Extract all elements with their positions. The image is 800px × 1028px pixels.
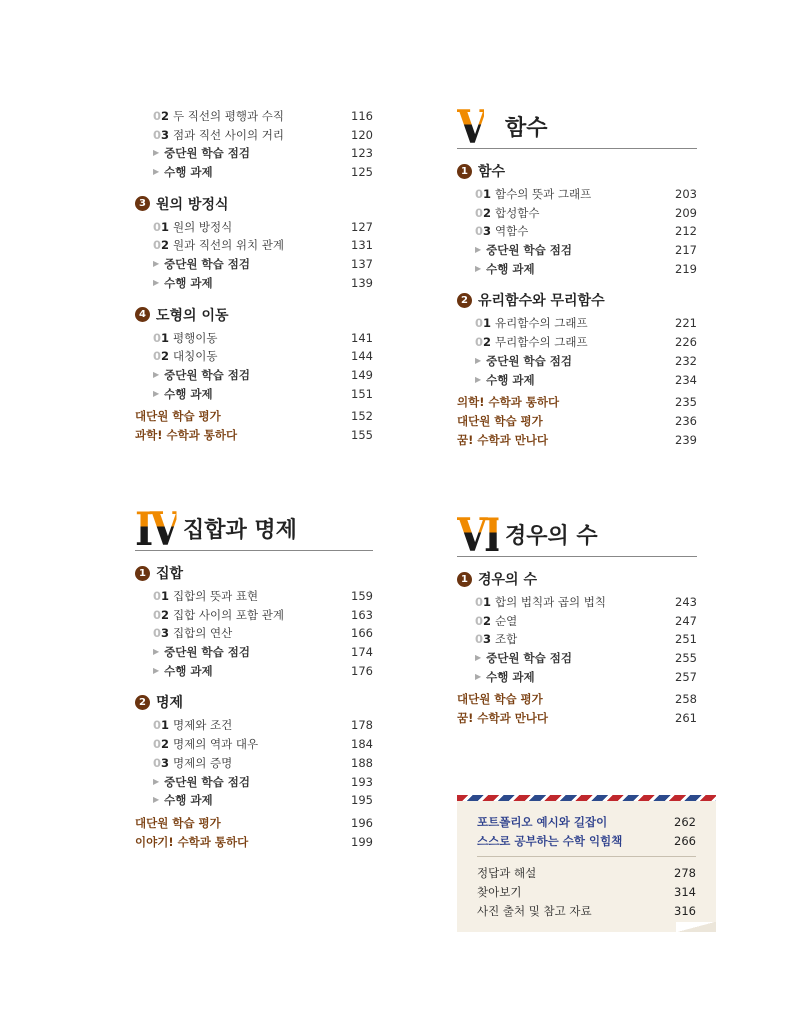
entry-label: 집합 사이의 포함 관계 (173, 607, 284, 622)
activity-entry[interactable] (135, 255, 373, 274)
entry-label-group (153, 754, 232, 773)
entry-label: 평행이동 (173, 330, 218, 345)
entry-label: 수행 과제 (486, 261, 535, 276)
lesson-number: 1 (161, 589, 170, 603)
entry-label: 정답과 해설 (477, 866, 537, 881)
entry-label: 과학! 수학과 통하다 (135, 427, 238, 442)
triangle-bullet-icon: ▶ (153, 259, 160, 269)
unit-closing-entries (135, 814, 373, 851)
activity-entry[interactable] (457, 352, 697, 371)
section-heading[interactable] (457, 569, 697, 589)
lesson-number: 2 (161, 238, 170, 253)
entry-label-group (153, 236, 284, 255)
entry-label-group (153, 735, 258, 754)
page-number: 243 (675, 595, 697, 609)
page-number: 159 (351, 589, 373, 603)
page-number: 116 (351, 109, 373, 123)
lesson-entry[interactable] (457, 185, 697, 204)
entry-label-group (153, 366, 250, 385)
triangle-bullet-icon: ▶ (475, 355, 482, 365)
appendix-entry[interactable] (477, 864, 696, 883)
entry-label: 합의 법칙과 곱의 법칙 (495, 595, 606, 609)
section-title: 유리함수와 무리함수 (478, 293, 605, 310)
lesson-entry[interactable] (457, 204, 697, 223)
triangle-bullet-icon: ▶ (475, 245, 482, 255)
entry-label: 수행 과제 (164, 386, 213, 401)
lesson-entry[interactable] (457, 222, 697, 241)
page-number: 144 (351, 349, 373, 364)
page-number: 149 (351, 367, 373, 382)
activity-entry[interactable] (135, 385, 373, 404)
unit-closing-entries (457, 690, 697, 727)
page-number: 123 (351, 146, 373, 161)
entry-label: 중단원 학습 점검 (164, 146, 250, 161)
entry-label-group (475, 668, 535, 687)
entry-label-group (153, 587, 258, 606)
closing-entry[interactable] (457, 431, 697, 450)
page-number: 212 (675, 224, 697, 239)
page-number: 131 (351, 238, 373, 253)
lesson-number: 1 (161, 718, 170, 733)
page-number: 257 (675, 669, 697, 684)
unit-numeral: V (457, 100, 484, 154)
divider (477, 856, 696, 857)
lesson-number: 1 (161, 330, 170, 345)
section-title: 원의 방정식 (156, 196, 229, 213)
lesson-number-prefix: 0 (153, 109, 162, 123)
lesson-number-prefix: 0 (153, 127, 162, 142)
lesson-number-prefix: 0 (153, 330, 162, 345)
lesson-number-prefix: 0 (153, 219, 162, 234)
lesson-entry[interactable] (135, 329, 373, 348)
entry-label: 명제와 조건 (173, 718, 233, 733)
lesson-number: 2 (483, 205, 492, 220)
entry-label: 중단원 학습 점검 (486, 353, 572, 368)
lesson-entry[interactable] (457, 593, 697, 612)
activity-entry[interactable] (135, 791, 373, 810)
entry-label: 순열 (495, 613, 518, 628)
entry-label: 수행 과제 (486, 669, 535, 684)
page-number: 232 (675, 353, 697, 368)
lesson-number: 2 (161, 109, 170, 123)
page-number: 278 (674, 866, 696, 881)
entry-label-group (153, 643, 250, 662)
entry-label-group (153, 773, 250, 792)
entry-label: 수행 과제 (486, 372, 535, 387)
entry-label: 집합의 뜻과 표현 (173, 589, 259, 603)
lesson-number-prefix: 0 (153, 349, 162, 364)
entry-label: 중단원 학습 점검 (164, 367, 250, 382)
closing-entry[interactable] (135, 814, 373, 833)
unit-6-counting (457, 508, 697, 728)
section-heading[interactable] (135, 305, 373, 325)
page-number: 127 (351, 219, 373, 234)
triangle-bullet-icon: ▶ (153, 647, 160, 657)
unit-closing-entries (457, 393, 697, 449)
section-heading[interactable] (457, 290, 697, 310)
entry-label: 찾아보기 (477, 885, 522, 900)
entry-label: 의학! 수학과 통하다 (457, 395, 560, 410)
entry-label-group (475, 352, 572, 371)
entry-label-group (475, 333, 588, 352)
activity-entry[interactable] (457, 260, 697, 279)
lesson-number: 3 (483, 224, 492, 239)
page-number: 258 (675, 692, 697, 707)
section-number-badge: 1 (135, 566, 150, 581)
entry-label-group (153, 144, 250, 163)
lesson-number-prefix: 0 (475, 187, 484, 201)
lesson-entry[interactable] (135, 107, 373, 126)
appendix-entry[interactable] (477, 813, 696, 832)
page-number: 199 (351, 834, 373, 849)
entry-label-group (153, 791, 213, 810)
lesson-number-prefix: 0 (475, 205, 484, 220)
page-number: 125 (351, 165, 373, 180)
page-number: 120 (351, 127, 373, 142)
page-number: 247 (675, 613, 697, 628)
lesson-number: 1 (483, 316, 492, 331)
appendix-entry[interactable] (477, 883, 696, 902)
section-number-badge: 1 (457, 164, 472, 179)
lesson-number-prefix: 0 (153, 238, 162, 253)
lesson-number: 3 (161, 755, 170, 770)
entry-label: 스스로 공부하는 수학 익힘책 (477, 833, 623, 848)
entry-label-group (153, 347, 217, 366)
unit-3-continued (135, 107, 373, 445)
lesson-entry[interactable] (135, 587, 373, 606)
entry-label: 무리함수의 그래프 (495, 335, 588, 350)
lesson-number: 2 (483, 613, 492, 628)
entry-label: 조합 (495, 632, 518, 647)
entry-label-group (475, 593, 606, 612)
lesson-number-prefix: 0 (475, 224, 484, 239)
activity-entry[interactable] (457, 649, 697, 668)
unit-title[interactable]: 집합과 명제 (183, 518, 297, 543)
lesson-entry[interactable] (135, 624, 373, 643)
entry-label-group (475, 204, 539, 223)
entry-label: 대단원 학습 평가 (457, 413, 543, 428)
lesson-entry[interactable] (135, 735, 373, 754)
triangle-bullet-icon: ▶ (475, 263, 482, 273)
triangle-bullet-icon: ▶ (153, 776, 160, 786)
entry-label: 중단원 학습 점검 (164, 774, 250, 789)
triangle-bullet-icon: ▶ (153, 167, 160, 177)
entry-label: 사진 출처 및 참고 자료 (477, 903, 592, 918)
entry-label-group (475, 222, 528, 241)
lesson-number-prefix: 0 (475, 632, 484, 647)
lesson-number-prefix: 0 (475, 613, 484, 628)
page-number: 188 (351, 755, 373, 770)
appendix-box (457, 795, 716, 932)
entry-label: 대칭이동 (173, 349, 218, 364)
page-number: 152 (351, 409, 373, 424)
entry-label: 대단원 학습 평가 (135, 409, 221, 424)
triangle-bullet-icon: ▶ (153, 369, 160, 379)
section-number-badge: 2 (457, 293, 472, 308)
triangle-bullet-icon: ▶ (153, 388, 160, 398)
lesson-number-prefix: 0 (475, 335, 484, 350)
entry-label: 대단원 학습 평가 (457, 692, 543, 707)
lesson-entry[interactable] (135, 716, 373, 735)
lesson-number: 2 (483, 335, 492, 350)
entry-label: 집합의 연산 (173, 626, 233, 641)
entry-label-group (475, 314, 588, 333)
page-number: 184 (351, 737, 373, 752)
triangle-bullet-icon: ▶ (475, 653, 482, 663)
page-number: 266 (674, 833, 696, 848)
entry-label: 중단원 학습 점검 (486, 651, 572, 666)
lesson-entry[interactable] (135, 606, 373, 625)
unit-header (457, 508, 697, 562)
activity-entry[interactable] (457, 241, 697, 260)
entry-label-group (475, 185, 591, 204)
page-number: 261 (675, 711, 697, 726)
unit-title[interactable]: 경우의 수 (505, 524, 598, 549)
page-number: 174 (351, 645, 373, 660)
lesson-entry[interactable] (135, 126, 373, 145)
page-number: 139 (351, 275, 373, 290)
entry-label: 중단원 학습 점검 (164, 257, 250, 272)
entry-label: 꿈! 수학과 만나다 (457, 711, 549, 726)
activity-entry[interactable] (135, 643, 373, 662)
entry-label: 수행 과제 (164, 663, 213, 678)
entry-label-group (153, 218, 232, 237)
lesson-entry[interactable] (135, 347, 373, 366)
page-number: 178 (351, 718, 373, 733)
triangle-bullet-icon: ▶ (153, 148, 160, 158)
lesson-number: 3 (161, 127, 170, 142)
lesson-number-prefix: 0 (153, 755, 162, 770)
page-number: 219 (675, 261, 697, 276)
page-number: 235 (675, 395, 697, 410)
page-number: 209 (675, 205, 697, 220)
entry-label: 대단원 학습 평가 (135, 815, 221, 830)
lesson-entry[interactable] (457, 314, 697, 333)
entry-label: 중단원 학습 점검 (164, 645, 250, 660)
entry-label: 원의 방정식 (173, 219, 233, 234)
entry-label-group (475, 260, 535, 279)
lesson-entry[interactable] (135, 236, 373, 255)
page-number: 203 (675, 187, 697, 201)
page-number: 239 (675, 432, 697, 447)
page-number: 196 (351, 815, 373, 830)
page-number: 251 (675, 632, 697, 647)
lesson-number-prefix: 0 (153, 718, 162, 733)
entry-label: 꿈! 수학과 만나다 (457, 432, 549, 447)
activity-entry[interactable] (135, 662, 373, 681)
page-number: 217 (675, 243, 697, 258)
lesson-number-prefix: 0 (153, 626, 162, 641)
lesson-number-prefix: 0 (153, 607, 162, 622)
page-number: 151 (351, 386, 373, 401)
entry-label: 수행 과제 (164, 165, 213, 180)
entry-label: 유리함수의 그래프 (495, 316, 588, 331)
entry-label-group (153, 107, 284, 126)
closing-entry[interactable] (457, 709, 697, 728)
lesson-number: 1 (161, 219, 170, 234)
entry-label-group (475, 241, 572, 260)
entry-label: 수행 과제 (164, 793, 213, 808)
page-number: 314 (674, 885, 696, 900)
entry-label-group (153, 606, 284, 625)
entry-label: 역함수 (495, 224, 529, 239)
entry-label-group (153, 274, 213, 293)
unit-numeral: VI (457, 508, 499, 562)
page-number: 166 (351, 626, 373, 641)
appendix-entry[interactable] (477, 832, 696, 851)
page-number: 141 (351, 330, 373, 345)
triangle-bullet-icon: ▶ (475, 374, 482, 384)
lesson-number: 2 (161, 607, 170, 622)
triangle-bullet-icon: ▶ (475, 671, 482, 681)
closing-entry[interactable] (457, 412, 697, 431)
activity-entry[interactable] (135, 773, 373, 792)
lesson-number: 2 (161, 349, 170, 364)
closing-entry[interactable] (135, 407, 373, 426)
entry-label-group (475, 630, 517, 649)
unit-header (457, 100, 697, 154)
page-number: 193 (351, 774, 373, 789)
entry-label-group (153, 126, 284, 145)
activity-entry[interactable] (135, 366, 373, 385)
section-title: 집합 (156, 566, 184, 582)
page-number: 255 (675, 651, 697, 666)
page-curl (676, 922, 716, 932)
appendix-entry[interactable] (477, 902, 696, 921)
entry-label-group (153, 255, 250, 274)
unit-title[interactable]: 함수 (505, 116, 548, 141)
lesson-number: 1 (483, 595, 492, 609)
unit-numeral: IV (135, 502, 177, 556)
closing-entry[interactable] (135, 833, 373, 852)
triangle-bullet-icon: ▶ (153, 277, 160, 287)
page-number: 176 (351, 663, 373, 678)
section-title: 도형의 이동 (156, 307, 229, 324)
page-number: 221 (675, 316, 697, 331)
unit-header (135, 502, 373, 556)
entry-label: 명제의 증명 (173, 755, 233, 770)
section-heading[interactable] (135, 563, 373, 583)
entry-label-group (475, 649, 572, 668)
lesson-entry[interactable] (457, 630, 697, 649)
section-title: 함수 (478, 164, 506, 180)
entry-label: 포트폴리오 예시와 길잡이 (477, 815, 608, 829)
section-number-badge: 4 (135, 307, 150, 322)
entry-label-group (153, 624, 232, 643)
lesson-entry[interactable] (135, 218, 373, 237)
entry-label-group (153, 163, 213, 182)
page-number: 226 (675, 335, 697, 350)
entry-label: 점과 직선 사이의 거리 (173, 127, 284, 142)
lesson-entry[interactable] (135, 754, 373, 773)
page-number: 234 (675, 372, 697, 387)
triangle-bullet-icon: ▶ (153, 795, 160, 805)
section-title: 경우의 수 (478, 572, 537, 588)
lesson-number: 3 (483, 632, 492, 647)
triangle-bullet-icon: ▶ (153, 665, 160, 675)
section-heading[interactable] (135, 194, 373, 214)
lesson-number-prefix: 0 (153, 737, 162, 752)
page-number: 262 (674, 815, 696, 829)
unit-4-sets-propositions (135, 502, 373, 851)
activity-entry[interactable] (457, 371, 697, 390)
lesson-number-prefix: 0 (475, 595, 484, 609)
unit-closing-entries (135, 407, 373, 444)
entry-label-group (475, 612, 517, 631)
entry-label: 두 직선의 평행과 수직 (173, 109, 284, 123)
lesson-number-prefix: 0 (475, 316, 484, 331)
entry-label: 이야기! 수학과 통하다 (135, 834, 249, 849)
lesson-entry[interactable] (457, 333, 697, 352)
entry-label: 수행 과제 (164, 275, 213, 290)
section-number-badge: 3 (135, 196, 150, 211)
section-number-badge: 2 (135, 695, 150, 710)
activity-entry[interactable] (135, 144, 373, 163)
page-number: 155 (351, 427, 373, 442)
activity-entry[interactable] (457, 668, 697, 687)
lesson-number-prefix: 0 (153, 589, 162, 603)
page-number: 316 (674, 903, 696, 918)
entry-label: 명제의 역과 대우 (173, 737, 259, 752)
page-number: 163 (351, 607, 373, 622)
entry-label-group (475, 371, 535, 390)
section-title: 명제 (156, 695, 184, 712)
page-number: 195 (351, 793, 373, 808)
closing-entry[interactable] (457, 393, 697, 412)
entry-label: 중단원 학습 점검 (486, 243, 572, 258)
page-number: 137 (351, 257, 373, 272)
section-number-badge: 1 (457, 572, 472, 587)
unit-5-functions (457, 100, 697, 449)
page-number: 236 (675, 413, 697, 428)
lesson-entry[interactable] (457, 612, 697, 631)
lesson-number: 1 (483, 187, 492, 201)
section-heading[interactable] (457, 161, 697, 181)
entry-label-group (153, 716, 232, 735)
entry-label-group (153, 385, 213, 404)
activity-entry[interactable] (135, 163, 373, 182)
section-heading[interactable] (135, 692, 373, 712)
lesson-number: 2 (161, 737, 170, 752)
entry-label-group (153, 329, 217, 348)
activity-entry[interactable] (135, 274, 373, 293)
entry-label-group (153, 662, 213, 681)
entry-label: 함수의 뜻과 그래프 (495, 187, 592, 201)
entry-label: 합성함수 (495, 205, 540, 220)
lesson-number: 3 (161, 626, 170, 641)
closing-entry[interactable] (135, 426, 373, 445)
closing-entry[interactable] (457, 690, 697, 709)
entry-label: 원과 직선의 위치 관계 (173, 238, 284, 253)
